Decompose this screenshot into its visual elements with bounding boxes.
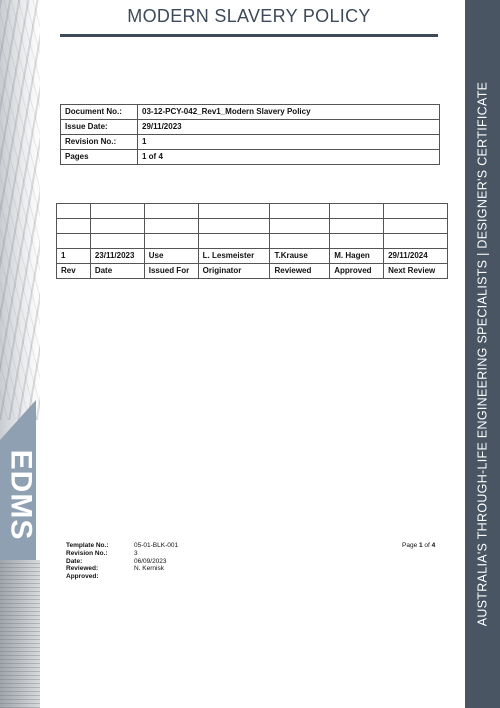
footer-row <box>66 542 178 550</box>
pages-value: 1 of 4 <box>138 150 440 165</box>
rev-cell: 1 <box>57 249 91 264</box>
logo-text: EDMS <box>4 449 37 541</box>
revision-no-value: 1 <box>138 135 440 150</box>
template-no-value: 05-01-BLK-001 <box>134 542 179 549</box>
grass-background <box>0 0 40 420</box>
issued-for-cell: Use <box>144 249 198 264</box>
table-row <box>61 135 440 150</box>
pages-label: Pages <box>61 150 138 165</box>
title-underline <box>60 34 438 37</box>
template-date-label: Date: <box>66 557 83 565</box>
date-cell: 23/11/2023 <box>90 249 144 264</box>
template-revision-value: 3 <box>134 549 138 557</box>
cell <box>384 234 448 249</box>
header-rev: Rev <box>57 264 91 279</box>
cell <box>384 219 448 234</box>
cell <box>270 234 330 249</box>
cell <box>57 234 91 249</box>
banner-text-wrap <box>465 0 500 708</box>
cell <box>144 234 198 249</box>
page-title: MODERN SLAVERY POLICY <box>127 6 371 26</box>
cell <box>144 219 198 234</box>
table-row <box>61 105 440 120</box>
page-number <box>402 542 435 549</box>
cell <box>330 204 384 219</box>
banner-text: AUSTRALIA'S THROUGH-LIFE ENGINEERING SPECIALISTS | DESIGNER'S CERTIFICATE <box>475 81 490 627</box>
table-row <box>61 120 440 135</box>
template-revision-label: Revision No.: <box>66 549 108 557</box>
issue-date-label: Issue Date: <box>61 120 138 135</box>
footer-row <box>66 573 178 581</box>
header-issued-for: Issued For <box>144 264 198 279</box>
left-decorative-strip <box>0 0 40 708</box>
cell <box>384 204 448 219</box>
cell <box>198 204 270 219</box>
page-current: 1 <box>419 542 423 549</box>
page-of: of <box>422 542 432 549</box>
page-total: 4 <box>431 542 436 549</box>
issue-date-value: 29/11/2023 <box>138 120 440 135</box>
right-banner <box>465 0 500 708</box>
template-reviewed-value: N. Kernisk <box>134 565 164 573</box>
template-approved-label: Approved: <box>66 573 99 581</box>
revision-no-label: Revision No.: <box>61 135 138 150</box>
header-next-review: Next Review <box>384 264 448 279</box>
cell <box>57 204 91 219</box>
cell <box>198 234 270 249</box>
cell <box>90 204 144 219</box>
revision-history-table <box>56 203 448 279</box>
reviewed-cell: T.Krause <box>270 249 330 264</box>
cell <box>90 219 144 234</box>
template-reviewed-label: Reviewed: <box>66 565 99 573</box>
cell <box>198 219 270 234</box>
cell <box>270 204 330 219</box>
cell <box>330 219 384 234</box>
footer-row <box>66 550 178 558</box>
table-row <box>57 249 448 264</box>
table-row <box>57 204 448 219</box>
cell <box>57 219 91 234</box>
cell <box>144 204 198 219</box>
header-reviewed: Reviewed <box>270 264 330 279</box>
doc-no-label: Document No.: <box>61 105 138 120</box>
template-metadata <box>66 542 178 581</box>
header-approved: Approved <box>330 264 384 279</box>
lower-photo-strip <box>0 560 40 708</box>
table-row <box>61 150 440 165</box>
doc-no-value: 03-12-PCY-042_Rev1_Modern Slavery Policy <box>138 105 440 120</box>
header-date: Date <box>90 264 144 279</box>
next-review-cell: 29/11/2024 <box>384 249 448 264</box>
page-prefix: Page <box>402 542 419 549</box>
edms-logo <box>2 430 38 560</box>
template-no-label: Template No.: <box>66 542 109 549</box>
table-header-row <box>57 264 448 279</box>
footer-row <box>66 565 178 573</box>
table-row <box>57 234 448 249</box>
document-info-table <box>60 104 440 165</box>
cell <box>270 219 330 234</box>
table-row <box>57 219 448 234</box>
approved-cell: M. Hagen <box>330 249 384 264</box>
header-originator: Originator <box>198 264 270 279</box>
cell <box>90 234 144 249</box>
footer-row <box>66 558 178 566</box>
cell <box>330 234 384 249</box>
originator-cell: L. Lesmeister <box>198 249 270 264</box>
template-date-value: 06/09/2023 <box>134 557 167 565</box>
